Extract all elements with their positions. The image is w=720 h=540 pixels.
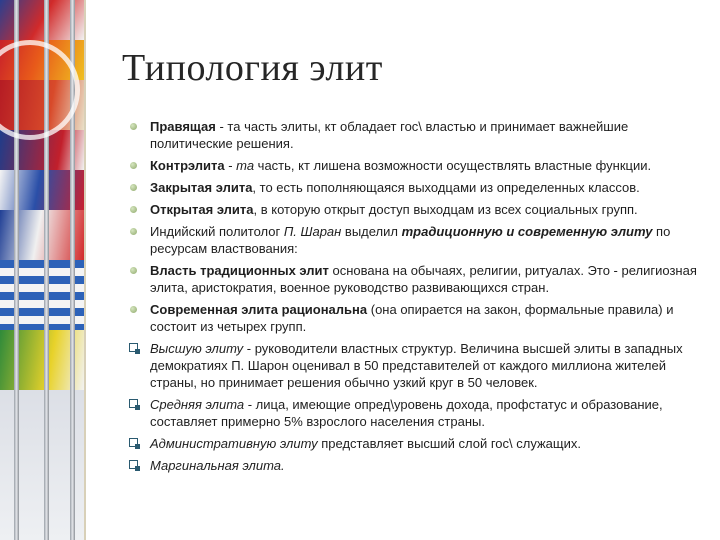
square-bullet-icon	[129, 460, 138, 469]
item-text: Власть традиционных элит	[150, 263, 329, 278]
item-text: - та часть элиты, кт обладает гос\ властью и принимает важнейшие политические решения.	[150, 119, 629, 151]
item-text: (она опирается на закон, формальные правила) и состоит из четырех групп.	[150, 302, 674, 334]
square-bullet-icon	[129, 399, 138, 408]
item-text: Индийский политолог	[150, 224, 284, 239]
item-text: , то есть пополняющаяся выходцами из определенных классов.	[252, 180, 640, 195]
item-text: представляет высший слой гос\ служащих.	[317, 436, 581, 451]
list-item	[128, 457, 698, 474]
slide-title: Типология элит	[122, 47, 383, 89]
list-item	[128, 179, 698, 196]
dot-bullet-icon	[130, 267, 137, 274]
list-item	[128, 223, 698, 257]
divider-line	[84, 0, 86, 540]
bullet-list	[128, 118, 698, 479]
list-item	[128, 118, 698, 152]
item-text: Административную элиту	[150, 436, 318, 451]
dot-bullet-icon	[130, 228, 137, 235]
item-text: часть, кт лишена возможности осуществлять властные функции.	[254, 158, 652, 173]
dot-bullet-icon	[130, 184, 137, 191]
item-text: та	[236, 158, 255, 173]
flags-image	[0, 0, 84, 540]
item-text: по ресурсам властвования:	[150, 224, 671, 256]
item-text: Правящая	[150, 119, 216, 134]
item-text: Закрытая элита	[150, 180, 253, 195]
item-text: Средняя элита	[150, 397, 245, 412]
item-text: Маргинальная элита.	[150, 458, 285, 473]
list-item	[128, 157, 698, 174]
list-item	[128, 340, 698, 391]
list-item	[128, 396, 698, 430]
list-item	[128, 262, 698, 296]
square-bullet-icon	[129, 438, 138, 447]
item-text: Открытая элита	[150, 202, 254, 217]
item-text: традиционную и современную элиту	[401, 224, 653, 239]
dot-bullet-icon	[130, 123, 137, 130]
item-text: -	[224, 158, 237, 173]
list-item	[128, 435, 698, 452]
item-text: - руководители властных структур. Величина высшей элиты в западных демократиях П. Шарон оценивал в 50 представителей от каждого миллиона жителей страны, но принимает решения обычно узкий круг в 50 человек.	[150, 341, 683, 390]
dot-bullet-icon	[130, 206, 137, 213]
list-item	[128, 201, 698, 218]
item-text: выделил	[341, 224, 402, 239]
square-bullet-icon	[129, 343, 138, 352]
dot-bullet-icon	[130, 306, 137, 313]
dot-bullet-icon	[130, 162, 137, 169]
item-text: основана на обычаях, религии, ритуалах. Это - религиозная элита, аристократия, военное руководство развивающихся стран.	[150, 263, 697, 295]
item-text: Контрэлита	[150, 158, 225, 173]
item-text: Современная элита рациональна	[150, 302, 368, 317]
list-item	[128, 301, 698, 335]
item-text: Высшую элиту	[150, 341, 244, 356]
item-text: , в которую открыт доступ выходцам из всех социальных групп.	[253, 202, 638, 217]
item-text: П. Шаран	[283, 224, 342, 239]
item-text: - лица, имеющие опред\уровень дохода, профстатус и образование, составляет примерно 5% взрослого населения страны.	[150, 397, 663, 429]
